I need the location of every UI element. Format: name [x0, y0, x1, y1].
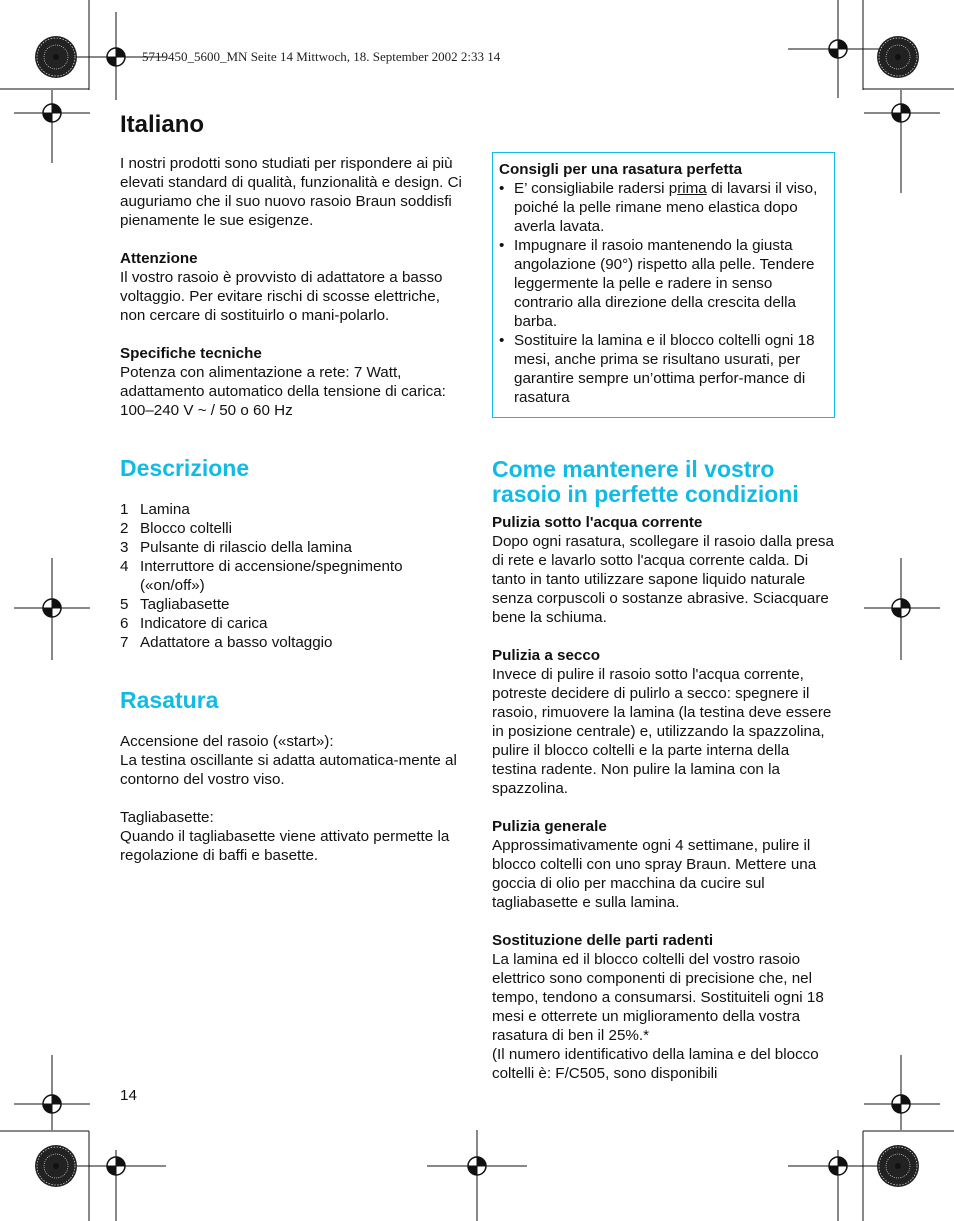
- shaving-heading: Rasatura: [120, 687, 219, 713]
- print-header: 5719450_5600_MN Seite 14 Mittwoch, 18. September 2002 2:33 14: [142, 49, 501, 64]
- list-item: 5 Tagliabasette: [120, 596, 230, 613]
- list-item: 7 Adattatore a basso voltaggio: [120, 634, 333, 651]
- intro-paragraph: I nostri prodotti sono studiati per rispondere ai più elevati standard di qualità, funzionalità e design. Ci auguriamo che il suo nuovo rasoio Braun soddisfi pienamente le sue esigenze.: [120, 155, 462, 229]
- wash-heading: Pulizia sotto l'acqua corrente: [492, 514, 703, 531]
- page-number: 14: [120, 1087, 137, 1104]
- list-item: 1 Lamina: [120, 501, 190, 518]
- tips-heading: Consigli per una rasatura perfetta: [499, 161, 743, 178]
- list-item: • Impugnare il rasoio mantenendo la giusta angolazione (90°) rispetto alla pelle. Tendere leggermente la pelle e radere in senso contrario alla direzione della crescita della barba.: [499, 237, 815, 330]
- parts-list: [120, 500, 465, 652]
- tips-list: [499, 179, 826, 407]
- general-heading: Pulizia generale: [492, 818, 607, 835]
- general-text: Approssimativamente ogni 4 settimane, pulire il blocco coltelli con uno spray Braun. Mettere una goccia di olio per macchina da cucire sul tagliabasette e sulla lamina.: [492, 837, 817, 911]
- list-item: • E’ consigliabile radersi prima di lavarsi il viso, poiché la pelle rimane meno elastica dopo averla lavata.: [499, 180, 818, 235]
- shaving-start-text: La testina oscillante si adatta automatica-mente al contorno del vostro viso.: [120, 752, 457, 788]
- starburst-mark: [35, 1145, 77, 1187]
- description-heading: Descrizione: [120, 455, 250, 481]
- specs-heading: Specifiche tecniche: [120, 345, 262, 362]
- wash-text: Dopo ogni rasatura, scollegare il rasoio dalla presa di rete e lavarlo sotto l'acqua corrente calda. Di tanto in tanto utilizzare sapone liquido naturale senza corpuscoli o sostanze abrasive. Sciacquare bene la schiuma.: [492, 533, 834, 626]
- list-item: 4 Interruttore di accensione/spegnimento («on/off»): [120, 558, 403, 594]
- starburst-mark: [35, 36, 77, 78]
- shaving-start-label: Accensione del rasoio («start»):: [120, 733, 334, 750]
- replace-note: (Il numero identificativo della lamina e del blocco coltelli è: F/C505, sono disponibili: [492, 1046, 819, 1082]
- list-item: • Sostituire la lamina e il blocco coltelli ogni 18 mesi, anche prima se risultano usurati, per garantire sempre un’ottima perfor-mance di rasatura: [499, 332, 815, 406]
- right-column: [492, 152, 835, 1083]
- trimmer-label: Tagliabasette:: [120, 809, 214, 826]
- replace-heading: Sostituzione delle parti radenti: [492, 932, 714, 949]
- dry-text: Invece di pulire il rasoio sotto l'acqua corrente, potreste decidere di pulirlo a secco: spegnere il rasoio, rimuovere la lamina (la testina deve essere in posizione centrale) e, utilizzando la spazzolina, pulire il blocco coltelli e la parte interna della testina radente. Non pulire la lamina con la spazzolina.: [492, 666, 832, 797]
- dry-heading: Pulizia a secco: [492, 647, 601, 664]
- starburst-mark: [877, 36, 919, 78]
- left-column: [120, 110, 465, 865]
- language-title: Italiano: [120, 111, 205, 138]
- trimmer-text: Quando il tagliabasette viene attivato permette la regolazione di baffi e basette.: [120, 828, 450, 864]
- list-item: 6 Indicatore di carica: [120, 615, 268, 632]
- specs-text: Potenza con alimentazione a rete: 7 Watt, adattamento automatico della tensione di carica: 100–240 V ~ / 50 o 60 Hz: [120, 364, 446, 419]
- attention-heading: Attenzione: [120, 250, 198, 267]
- attention-text: Il vostro rasoio è provvisto di adattatore a basso voltaggio. Per evitare rischi di scosse elettriche, non cercare di sostituirlo o mani-polarlo.: [120, 269, 443, 324]
- list-item: 3 Pulsante di rilascio della lamina: [120, 539, 352, 556]
- care-heading: Come mantenere il vostro rasoio in perfette condizioni: [492, 456, 799, 507]
- replace-text: La lamina ed il blocco coltelli del vostro rasoio elettrico sono componenti di precisione che, nel tempo, tendono a consumarsi. Sostituiteli ogni 18 mesi e otterrete un miglioramento della vostra rasatura di ben il 25%.*: [492, 951, 824, 1044]
- list-item: 2 Blocco coltelli: [120, 520, 233, 537]
- starburst-mark: [877, 1145, 919, 1187]
- tips-box: [492, 152, 835, 418]
